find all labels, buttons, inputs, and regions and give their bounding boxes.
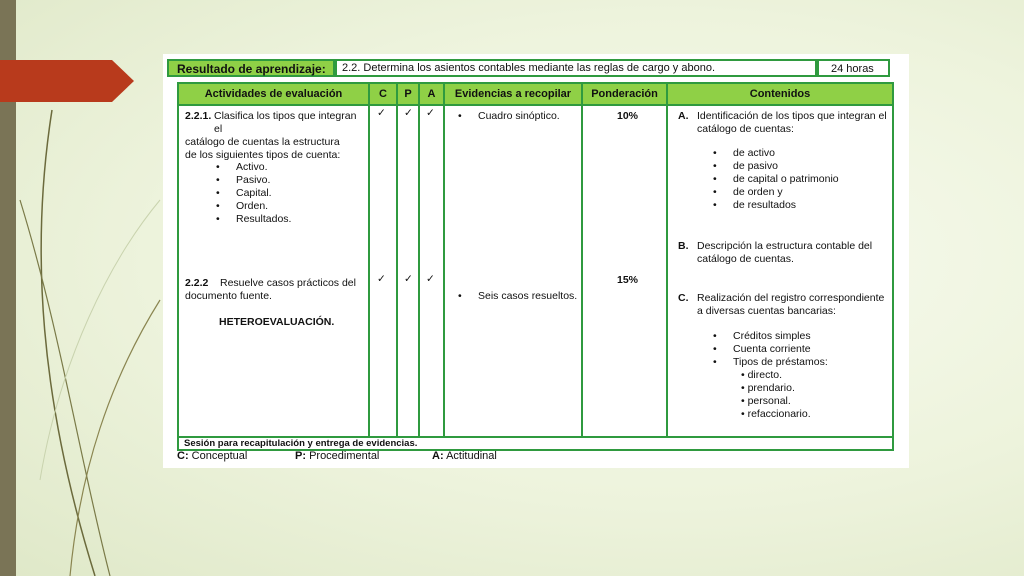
a-cell xyxy=(421,107,442,435)
check-icon: ✓ xyxy=(426,107,435,119)
check-icon: ✓ xyxy=(426,273,435,285)
table-footer-row xyxy=(178,437,893,450)
list-item: • personal. xyxy=(741,395,791,407)
contents-c-text: Realización del registro correspondiente a diversas cuentas bancarias: xyxy=(697,292,885,317)
evaluation-table xyxy=(177,82,894,451)
table-header-row xyxy=(178,83,893,105)
activity1-text: Clasifica los tipos que integran el catálogo de cuentas la estructura de los siguientes tipos de cuenta: xyxy=(185,110,357,161)
list-item: • Capital. xyxy=(236,187,291,200)
check-icon: ✓ xyxy=(404,273,413,285)
contents-b-text: Descripción la estructura contable del catálogo de cuentas. xyxy=(697,240,873,265)
check-icon: ✓ xyxy=(404,107,413,119)
contents-a-text: Identificación de los tipos que integran el catálogo de cuentas: xyxy=(697,110,887,135)
contents-c-list xyxy=(733,330,828,369)
section-letter: C. xyxy=(678,292,689,304)
legend-conceptual: C: Conceptual xyxy=(177,450,248,462)
list-item: • Activo. xyxy=(236,161,291,174)
col-p: P xyxy=(397,83,419,105)
activities-cell xyxy=(180,107,367,435)
legend-actitudinal: A: Actitudinal xyxy=(432,450,497,462)
weight-cell xyxy=(584,107,665,435)
legend-procedimental: P: Procedimental xyxy=(295,450,380,462)
evidence-item: • Seis casos resueltos. xyxy=(478,290,612,303)
col-activities: Actividades de evaluación xyxy=(178,83,369,105)
col-weight: Ponderación xyxy=(582,83,667,105)
list-item: • Pasivo. xyxy=(236,174,291,187)
col-c: C xyxy=(369,83,397,105)
col-evidence: Evidencias a recopilar xyxy=(444,83,582,105)
recap-session-note: Sesión para recapitulación y entrega de evidencias. xyxy=(178,437,893,450)
col-a: A xyxy=(419,83,444,105)
hours-box: 24 horas xyxy=(817,59,890,77)
weight-value: 15% xyxy=(617,274,639,286)
list-item: • de activo xyxy=(733,147,839,160)
section-letter: B. xyxy=(678,240,689,252)
list-item: • de pasivo xyxy=(733,160,839,173)
list-item: • de capital o patrimonio xyxy=(733,173,839,186)
col-contents: Contenidos xyxy=(667,83,893,105)
p-cell xyxy=(399,107,417,435)
evidence-item: • Cuadro sinóptico. xyxy=(478,110,612,123)
learning-outcome-label: Resultado de aprendizaje: xyxy=(167,59,335,77)
activity1-number: 2.2.1. xyxy=(185,110,212,122)
list-item: • refaccionario. xyxy=(741,408,811,420)
list-item: • directo. xyxy=(741,369,783,381)
section-letter: A. xyxy=(678,110,689,122)
learning-outcome-description: 2.2. Determina los asientos contables mediante las reglas de cargo y abono. xyxy=(335,59,817,77)
list-item: • prendario. xyxy=(741,382,795,394)
list-item: • Tipos de préstamos: xyxy=(733,356,828,369)
activity1-list xyxy=(236,161,291,226)
c-cell xyxy=(371,107,395,435)
check-icon: ✓ xyxy=(377,273,386,285)
check-icon: ✓ xyxy=(377,107,386,119)
contents-a-list xyxy=(733,147,839,212)
list-item: • de resultados xyxy=(733,199,839,212)
list-item: • de orden y xyxy=(733,186,839,199)
heteroevaluation-note: HETEROEVALUACIÓN. xyxy=(219,316,335,328)
evidence-cell xyxy=(446,107,580,435)
pointer-arrow-shape xyxy=(0,60,134,102)
activity2-text: Resuelve casos prácticos del documento fuente. xyxy=(185,277,356,302)
activity2-number: 2.2.2 xyxy=(185,277,209,289)
document-image xyxy=(163,54,909,468)
list-item: • Cuenta corriente xyxy=(733,343,828,356)
list-item: • Resultados. xyxy=(236,213,291,226)
contents-c-sublist xyxy=(741,369,811,421)
contents-cell xyxy=(669,107,891,435)
list-item: • Orden. xyxy=(236,200,291,213)
table-body-row xyxy=(178,105,893,437)
weight-value: 10% xyxy=(617,110,639,122)
list-item: • Créditos simples xyxy=(733,330,828,343)
